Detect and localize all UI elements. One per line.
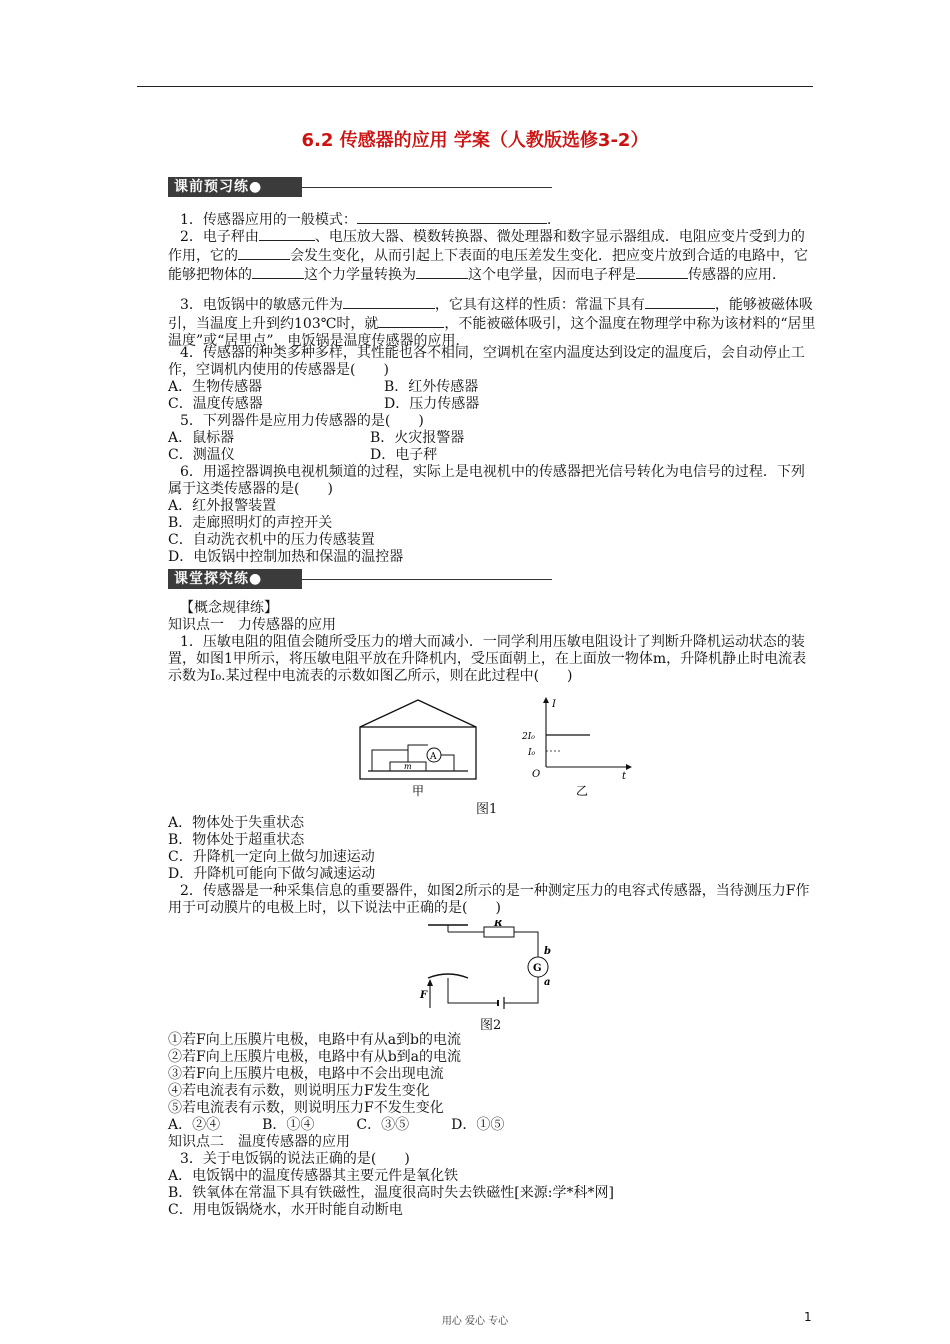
figure-1 <box>350 695 650 805</box>
page-footer: 用心 爱心 专心 <box>441 1316 509 1327</box>
answer-blank <box>378 314 444 328</box>
axis-label-i: I <box>552 699 556 710</box>
q6-option-d: D．电饭锅中控制加热和保温的温控器 <box>168 549 404 565</box>
preview-q3: 3．电饭锅中的敏感元件为 ，它具有这样的性质：常温下具有 ，能够被磁体吸引，当温度上升到约103℃时，就 ，不能被磁体吸引，这个温度在物理学中称为该材料的“居里温度”或“居里点”，电饭锅是温度传感器的应用． <box>168 297 816 349</box>
ammeter-label: A <box>430 752 437 762</box>
statement-1: ①若F向上压膜片电极，电路中有从a到b的电流 <box>168 1032 462 1048</box>
section-banner-classroom <box>168 569 552 589</box>
resistor-label: R <box>494 920 503 929</box>
answer-blank <box>645 295 715 309</box>
q5-option-b: B．火灾报警器 <box>370 430 465 446</box>
answer-blank <box>252 265 304 279</box>
elevator-diagram <box>360 700 476 798</box>
c-q3-option-a: A．电饭锅中的温度传感器其主要元件是氧化铁 <box>168 1168 459 1184</box>
preview-q1: 1．传感器应用的一般模式： . <box>180 212 552 228</box>
figure-label-yi: 乙 <box>576 784 589 798</box>
c-q1-option-a: A．物体处于失重状态 <box>168 815 305 831</box>
answer-blank <box>357 210 547 224</box>
answer-blank <box>416 265 468 279</box>
section-banner-preview <box>168 177 552 197</box>
section-label: 课堂探究练● <box>168 569 302 589</box>
axis-label-t: t <box>622 771 627 782</box>
q6-option-b: B．走廊照明灯的声控开关 <box>168 515 333 531</box>
statement-5: ⑤若电流表有示数，则说明压力F不发生变化 <box>168 1100 444 1116</box>
origin-label: O <box>532 769 541 780</box>
q5-option-d: D．电子秤 <box>370 447 438 463</box>
c-q1-option-d: D．升降机可能向下做匀减速运动 <box>168 866 376 882</box>
answer-blank <box>636 265 688 279</box>
c-q3-option-b: B．铁氧体在常温下具有铁磁性，温度很高时失去铁磁性[来源:学*科*网] <box>168 1185 614 1201</box>
galvanometer-label: G <box>533 963 542 974</box>
current-time-graph <box>521 697 632 798</box>
answer-blank <box>238 246 290 260</box>
section-label: 课前预习练● <box>168 177 302 197</box>
q5-option-c: C．测温仪 <box>168 447 235 463</box>
classroom-q1: 1．压敏电阻的阻值会随所受压力的增大而减小．一同学利用压敏电阻设计了判断升降机运动状态的装置，如图1甲所示，将压敏电阻平放在升降机内，受压面朝上，在上面放一物体m，升降机静止时电流表示数为I₀.某过程中电流表的示数如图乙所示，则在此过程中( ) <box>168 634 807 684</box>
tick-label-i0: I₀ <box>528 748 536 758</box>
page-title: 6.2 传感器的应用 学案（人教版选修3-2） <box>301 130 649 151</box>
preview-q6: 6．用遥控器调换电视机频道的过程，实际上是电视机中的传感器把光信号转化为电信号的过程．下列属于这类传感器的是( ) <box>168 464 805 497</box>
figure-2 <box>418 920 568 1015</box>
terminal-a-label: a <box>544 977 551 988</box>
knowledge-point-2: 知识点二 温度传感器的应用 <box>168 1134 350 1150</box>
q4-option-d: D．压力传感器 <box>384 396 480 412</box>
c-q1-option-b: B．物体处于超重状态 <box>168 832 305 848</box>
preview-q4: 4．传感器的种类多种多样，其性能也各不相同，空调机在室内温度达到设定的温度后，会自动停止工作，空调机内使用的传感器是( ) <box>168 345 805 378</box>
banner-rule <box>302 579 552 580</box>
banner-rule <box>302 187 552 188</box>
force-label: F <box>420 990 428 1001</box>
statement-4: ④若电流表有示数，则说明压力F发生变化 <box>168 1083 430 1099</box>
q4-option-a: A．生物传感器 <box>168 379 263 395</box>
statement-2: ②若F向上压膜片电极，电路中有从b到a的电流 <box>168 1049 462 1065</box>
q6-option-a: A．红外报警装置 <box>168 498 277 514</box>
preview-q2: 2．电子秤由 、电压放大器、模数转换器、微处理器和数字显示器组成．电阻应变片受到力的作用，它的 会发生变化，从而引起上下表面的电压差发生变化．把应变片放到合适的电路中，它能够把物体的 这个力学量转换为 这个电学量，因而电子秤是 传感器的应用． <box>168 229 808 283</box>
capacitive-sensor-circuit <box>419 920 551 1009</box>
answer-blank <box>343 295 435 309</box>
c-q1-option-c: C．升降机一定向上做匀加速运动 <box>168 849 375 865</box>
figure-2-caption: 图2 <box>480 1018 502 1033</box>
mass-label: m <box>404 762 412 771</box>
figure-label-jia: 甲 <box>412 784 425 798</box>
q4-option-c: C．温度传感器 <box>168 396 263 412</box>
header-rule <box>137 86 813 87</box>
terminal-b-label: b <box>544 946 551 957</box>
c-q2-options: A．②④ B．①④ C．③⑤ D．①⑤ <box>168 1117 505 1133</box>
q5-option-a: A．鼠标器 <box>168 430 235 446</box>
knowledge-point-1: 知识点一 力传感器的应用 <box>168 617 336 633</box>
classroom-q3: 3．关于电饭锅的说法正确的是( ) <box>180 1151 410 1167</box>
c-q3-option-c: C．用电饭锅烧水，水开时能自动断电 <box>168 1202 403 1218</box>
q6-option-c: C．自动洗衣机中的压力传感装置 <box>168 532 375 548</box>
q4-option-b: B．红外传感器 <box>384 379 479 395</box>
classroom-q2: 2．传感器是一种采集信息的重要器件，如图2所示的是一种测定压力的电容式传感器，当待测压力F作用于可动膜片的电极上时，以下说法中正确的是( ) <box>168 883 810 916</box>
statement-3: ③若F向上压膜片电极，电路中不会出现电流 <box>168 1066 444 1082</box>
answer-blank <box>259 227 315 241</box>
preview-q5: 5．下列器件是应用力传感器的是( ) <box>180 413 424 429</box>
page-number: 1 <box>804 1310 812 1324</box>
figure-1-caption: 图1 <box>476 802 498 817</box>
tick-label-2i0: 2I₀ <box>522 732 535 742</box>
concept-heading: 【概念规律练】 <box>180 600 278 616</box>
